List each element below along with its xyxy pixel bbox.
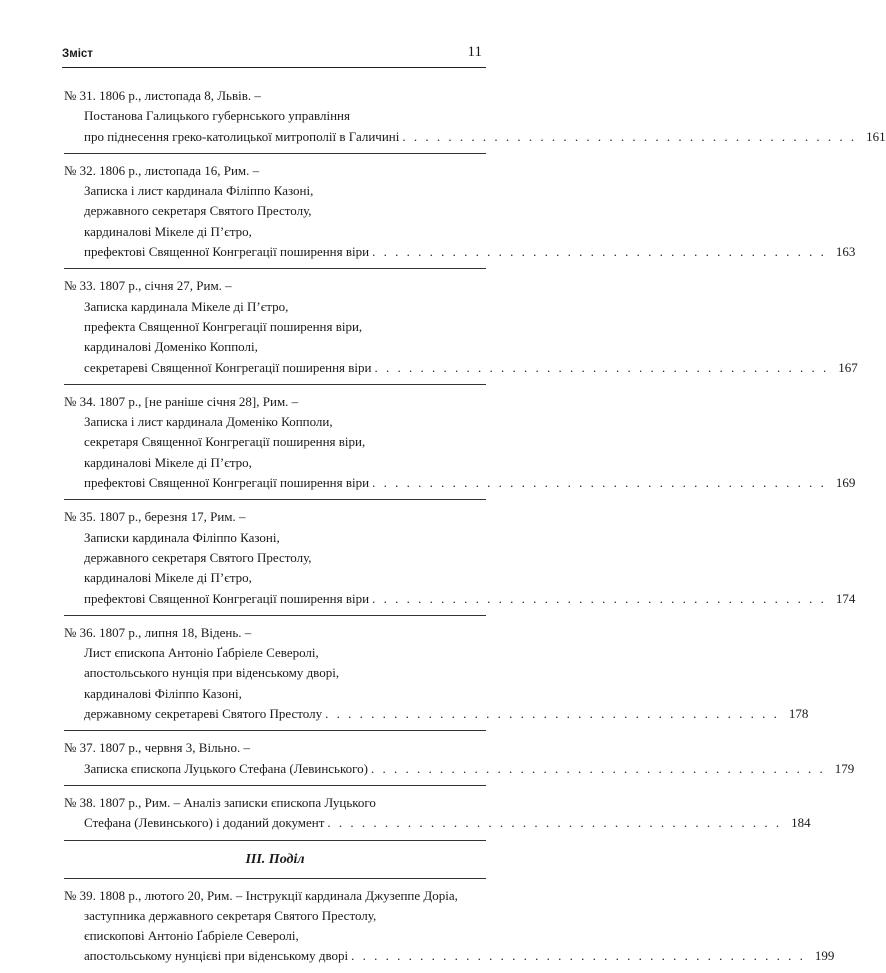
entry-line: Записка і лист кардинала Доменіко Копполи,	[84, 414, 333, 430]
entry-heading: № 34. 1807 р., [не раніше січня 28], Рим. –	[64, 393, 299, 409]
toc-entry	[64, 507, 856, 615]
entry-text: державному секретареві Святого Престолу	[84, 706, 323, 722]
entry-line: префекта Священної Конгрегації поширення віри,	[84, 318, 363, 334]
entry-heading: № 31. 1806 р., листопада 8, Львів. –	[64, 88, 261, 103]
entry-last-line	[64, 127, 886, 147]
entry-line: Записка кардинала Мікеле ді П’єтро,	[84, 298, 289, 314]
leader-dots: . . . . . . . . . . . . . . . . . . . . . . . . . . . . . . . . . . . . . . . .	[325, 706, 780, 722]
entry-heading: № 38. 1807 р., Рим. – Аналіз записки єпископа Луцького	[64, 794, 376, 810]
entry-line: кардиналові Мікеле ді П’єтро,	[84, 223, 252, 239]
entry-text: Стефана (Левинського) і доданий документ	[84, 815, 325, 831]
header-rule	[62, 67, 486, 68]
entry-last-line	[64, 358, 858, 378]
leader-dots: . . . . . . . . . . . . . . . . . . . . . . . . . . . . . . . . . . . . . . . .	[351, 948, 806, 964]
leader-dots: . . . . . . . . . . . . . . . . . . . . . . . . . . . . . . . . . . . . . . . .	[370, 760, 826, 776]
entry-page: 169	[835, 475, 856, 491]
entry-last-line	[64, 242, 856, 262]
toc-entry	[64, 793, 811, 841]
entry-page: 167	[838, 359, 858, 375]
entry-line: Постанова Галицького губернського управління	[84, 108, 350, 124]
entry-heading: № 32. 1806 р., листопада 16, Рим. –	[64, 162, 260, 178]
entry-heading: № 33. 1807 р., січня 27, Рим. –	[64, 278, 232, 294]
entry-heading: № 39. 1808 р., лютого 20, Рим. – Інструкції кардинала Джузеппе Доріа,	[64, 887, 458, 903]
entry-page: 199	[814, 948, 835, 964]
toc-entry	[64, 623, 809, 731]
entry-text: префектові Священної Конгрегації поширення віри	[84, 244, 370, 260]
leader-dots: . . . . . . . . . . . . . . . . . . . . . . . . . . . . . . . . . . . . . . . .	[327, 815, 782, 831]
entry-line: Лист єпископа Антоніо Ґабріеле Северолі,	[84, 645, 319, 661]
entry-last-line	[64, 759, 855, 779]
entry-page: 178	[788, 706, 809, 722]
entry-last-line	[64, 589, 856, 609]
entry-last-line	[64, 813, 811, 833]
running-head-title: Зміст	[62, 48, 93, 60]
leader-dots: . . . . . . . . . . . . . . . . . . . . . . . . . . . . . . . . . . . . . . . .	[372, 590, 827, 606]
entry-page: 163	[835, 244, 856, 260]
entry-text: префектові Священної Конгрегації поширення віри	[84, 475, 370, 491]
entry-line: Записки кардинала Філіппо Казоні,	[84, 529, 280, 545]
entry-text: префектові Священної Конгрегації поширення віри	[84, 590, 370, 606]
entry-line: державного секретаря Святого Престолу,	[84, 203, 312, 219]
toc-entry	[64, 886, 835, 973]
entry-heading: № 35. 1807 р., березня 17, Рим. –	[64, 509, 246, 525]
entry-page: 184	[791, 815, 811, 831]
entry-heading: № 37. 1807 р., червня 3, Вільно. –	[64, 740, 250, 756]
running-head	[62, 44, 486, 68]
entry-line: кардиналові Філіппо Казоні,	[84, 685, 242, 701]
toc-entry	[64, 86, 886, 154]
entry-text: апостольському нунцієві при віденському дворі	[84, 948, 349, 964]
entry-line: державного секретаря Святого Престолу,	[84, 549, 312, 565]
entry-page: 161	[866, 128, 886, 144]
entry-line: секретаря Священної Конгрегації поширення віри,	[84, 434, 366, 450]
section-title: III. Поділ	[245, 851, 305, 867]
entry-text: секретареві Священної Конгрегації поширення віри	[84, 359, 372, 375]
entry-line: кардиналові Мікеле ді П’єтро,	[84, 570, 252, 586]
leader-dots: . . . . . . . . . . . . . . . . . . . . . . . . . . . . . . . . . . . . . . . .	[372, 475, 827, 491]
section-block	[64, 848, 486, 879]
entry-heading: № 36. 1807 р., липня 18, Відень. –	[64, 624, 252, 640]
entry-last-line	[64, 473, 856, 493]
toc-entry	[64, 738, 855, 786]
entry-last-line	[64, 946, 835, 966]
entry-line: кардиналові Мікеле ді П’єтро,	[84, 454, 252, 470]
entry-text: Записка єпископа Луцького Стефана (Левинського)	[84, 760, 368, 776]
entry-text: про піднесення греко-католицької митрополії в Галичині	[84, 128, 400, 144]
toc-entry	[64, 392, 856, 500]
toc-entry	[64, 161, 856, 269]
entry-line: заступника державного секретаря Святого Престолу,	[84, 907, 377, 923]
leader-dots: . . . . . . . . . . . . . . . . . . . . . . . . . . . . . . . . . . . . . . . .	[372, 244, 827, 260]
entry-page: 179	[834, 760, 855, 776]
table-of-contents	[64, 86, 886, 973]
entry-line: кардиналові Доменіко Копполі,	[84, 339, 258, 355]
entry-last-line	[64, 704, 809, 724]
entry-line: Записка і лист кардинала Філіппо Казоні,	[84, 183, 314, 199]
entry-line: єпископові Антоніо Ґабріеле Северолі,	[84, 928, 299, 944]
page-number: 11	[467, 44, 482, 60]
toc-entry	[64, 276, 858, 384]
entry-line: апостольського нунція при віденському дворі,	[84, 665, 340, 681]
leader-dots: . . . . . . . . . . . . . . . . . . . . . . . . . . . . . . . . . . . . . . . .	[402, 128, 857, 144]
entry-page: 174	[835, 590, 856, 606]
leader-dots: . . . . . . . . . . . . . . . . . . . . . . . . . . . . . . . . . . . . . . . .	[374, 359, 829, 375]
